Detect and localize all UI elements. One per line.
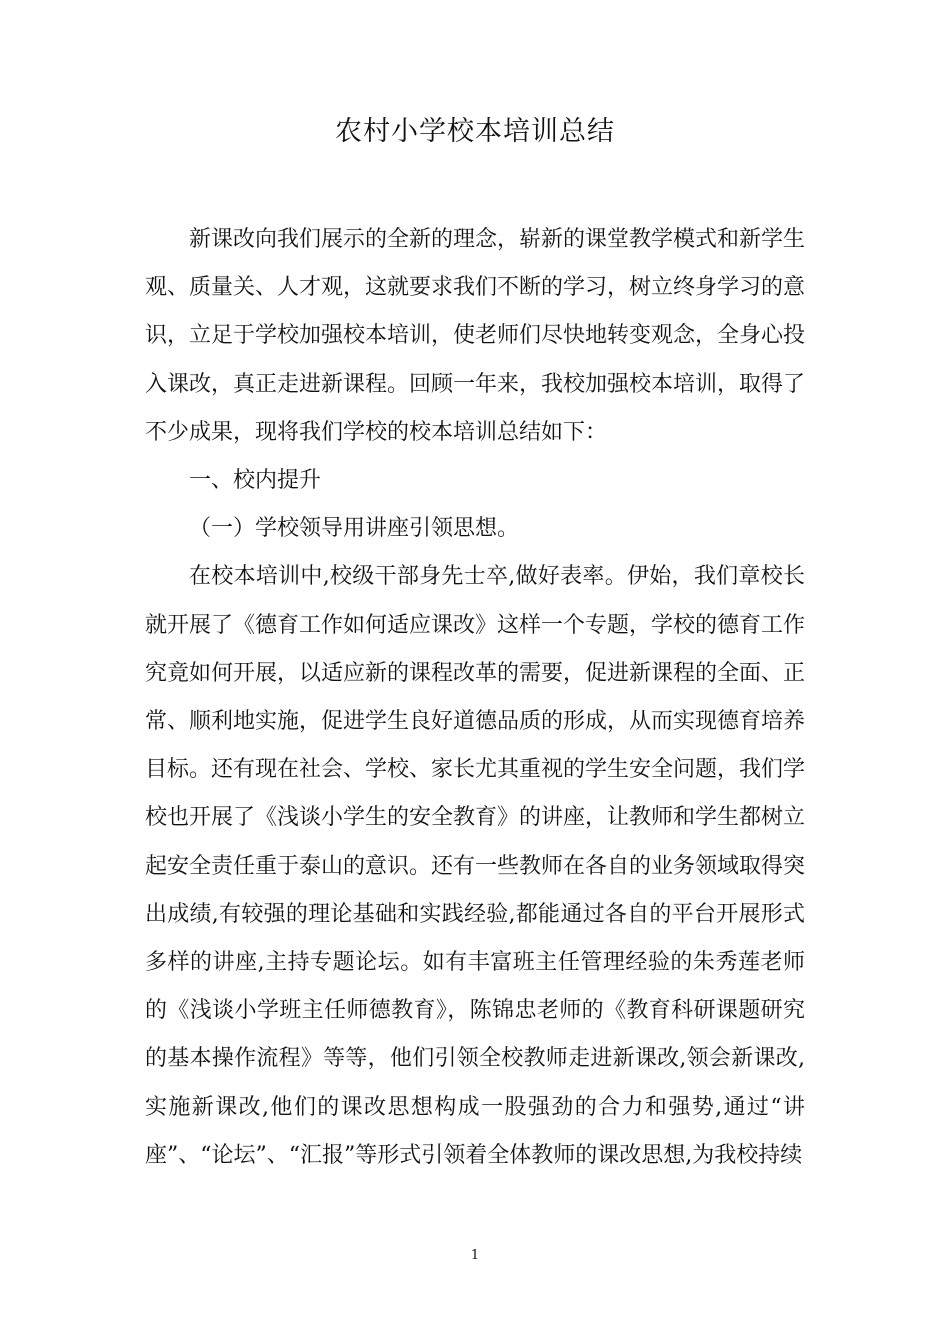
document-body [145,216,805,1180]
document-title: 农村小学校本培训总结 [335,116,615,147]
paragraph-intro: 新课改向我们展示的全新的理念，崭新的课堂教学模式和新学生观、质量关、人才观，这就要求我们不断的学习，树立终身学习的意识，立足于学校加强校本培训，使老师们尽快地转变观念，全身心投入课改，真正走进新课程。回顾一年来，我校加强校本培训，取得了不少成果，现将我们学校的校本培训总结如下： [145,227,806,445]
paragraph-body: 在校本培训中,校级干部身先士卒,做好表率。伊始，我们章校长就开展了《德育工作如何适应课改》这样一个专题，学校的德育工作究竟如何开展，以适应新的课程改革的需要，促进新课程的全面、正常、顺利地实施，促进学生良好道德品质的形成，从而实现德育培养目标。还有现在社会、学校、家长尤其重视的学生安全问题，我们学校也开展了《浅谈小学生的安全教育》的讲座，让教师和学生都树立起安全责任重于泰山的意识。还有一些教师在各自的业务领域取得突出成绩,有较强的理论基础和实践经验,都能通过各自的平台开展形式多样的讲座,主持专题论坛。如有丰富班主任管理经验的朱秀莲老师的《浅谈小学班主任师德教育》，陈锦忠老师的《教育科研课题研究的基本操作流程》等等，他们引领全校教师走进新课改,领会新课改,实施新课改,他们的课改思想构成一股强劲的合力和强势,通过“讲座”、“论坛”、“汇报”等形式引领着全体教师的课改思想,为我校持续 [145,564,806,1168]
page-number: 1 [470,1248,480,1263]
section-heading: 一、校内提升 [189,468,322,494]
subsection-heading: （一）学校领导用讲座引领思想。 [189,516,520,542]
